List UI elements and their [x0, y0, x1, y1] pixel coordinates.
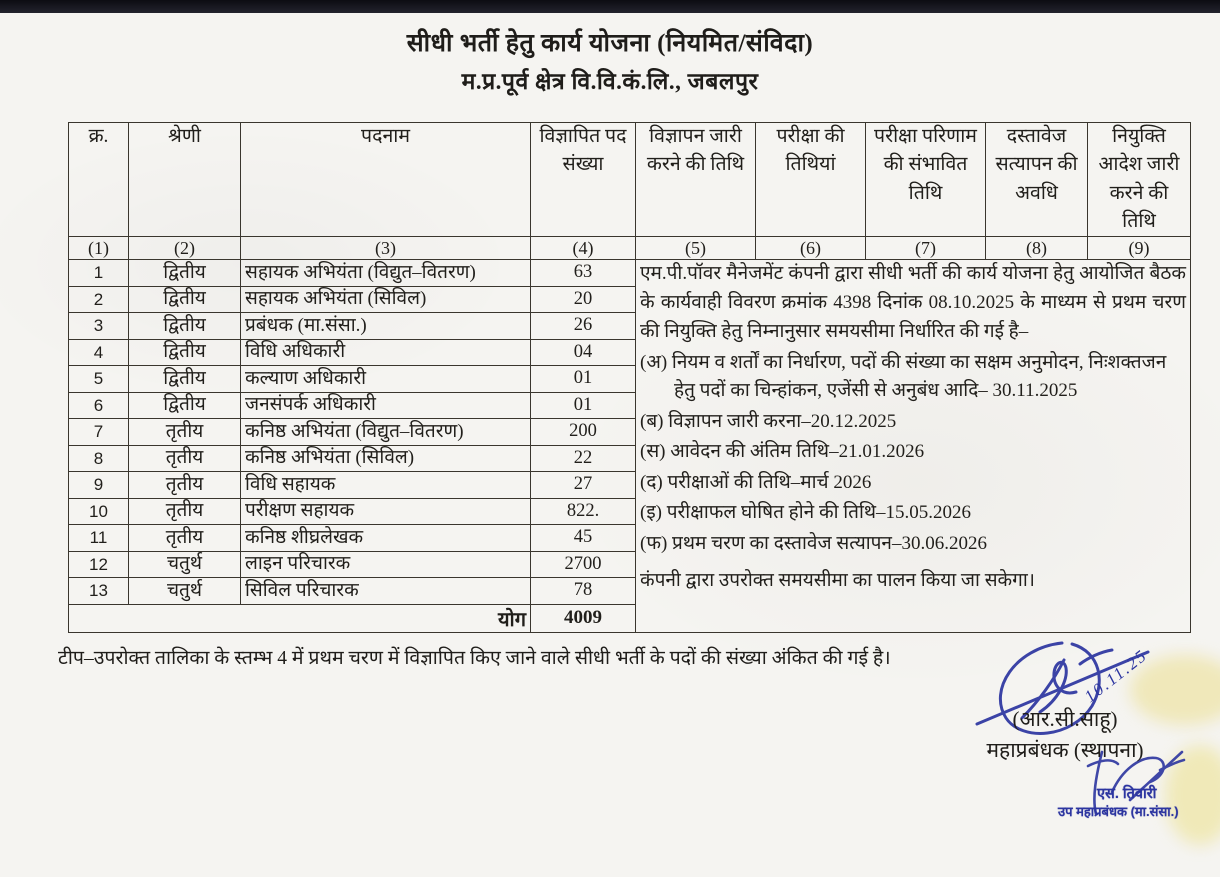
- cell-sno: 9: [69, 472, 129, 499]
- col-number: (6): [756, 237, 866, 260]
- col-header-advertised-posts: विज्ञापित पद संख्या: [531, 123, 636, 237]
- scan-edge-artifact: [0, 0, 1220, 13]
- col-number: (3): [241, 237, 531, 260]
- cell-post: परीक्षण सहायक: [241, 498, 531, 525]
- col-header-appointment-order: नियुक्ति आदेश जारी करने की तिथि: [1088, 123, 1191, 237]
- col-header-advertisement-date: विज्ञापन जारी करने की तिथि: [636, 123, 756, 237]
- signatory-designation: महाप्रबंधक (स्थापना): [986, 738, 1144, 762]
- cell-sno: 11: [69, 525, 129, 552]
- timeline-item-d: (द) परीक्षाओं की तिथि–मार्च 2026: [640, 471, 872, 493]
- col-number: (9): [1088, 237, 1191, 260]
- cell-category: द्वितीय: [129, 313, 241, 340]
- cell-count: 01: [531, 366, 636, 393]
- cell-count: 63: [531, 260, 636, 287]
- cell-post: लाइन परिचारक: [241, 551, 531, 578]
- col-number: (4): [531, 237, 636, 260]
- cell-post: कल्याण अधिकारी: [241, 366, 531, 393]
- col-header-category: श्रेणी: [129, 123, 241, 237]
- cell-count: 01: [531, 392, 636, 419]
- cell-count: 20: [531, 286, 636, 313]
- cell-post: विधि अधिकारी: [241, 339, 531, 366]
- cell-count: 27: [531, 472, 636, 499]
- cell-category: द्वितीय: [129, 339, 241, 366]
- cell-post: कनिष्ठ शीघ्रलेखक: [241, 525, 531, 552]
- cell-category: तृतीय: [129, 445, 241, 472]
- column-number-row: [69, 237, 1191, 260]
- timeline-item-c: (स) आवेदन की अंतिम तिथि–21.01.2026: [640, 441, 925, 463]
- second-signatory-stamp-designation: उप महाप्रबंधक (मा.संसा.): [1058, 804, 1179, 819]
- cell-post: जनसंपर्क अधिकारी: [241, 392, 531, 419]
- cell-count: 22: [531, 445, 636, 472]
- cell-category: तृतीय: [129, 498, 241, 525]
- col-header-doc-verification: दस्तावेज सत्यापन की अवधि: [986, 123, 1088, 237]
- total-value: 4009: [531, 604, 636, 632]
- cell-post: प्रबंधक (मा.संसा.): [241, 313, 531, 340]
- cell-category: द्वितीय: [129, 392, 241, 419]
- total-label: योग: [69, 604, 531, 632]
- timeline-item-b: (ब) विज्ञापन जारी करना–20.12.2025: [640, 410, 897, 432]
- cell-count: 45: [531, 525, 636, 552]
- col-number: (2): [129, 237, 241, 260]
- col-header-result-date: परीक्षा परिणाम की संभावित तिथि: [866, 123, 986, 237]
- footnote: टीप–उपरोक्त तालिका के स्तम्भ 4 में प्रथम चरण में विज्ञापित किए जाने वाले सीधी भर्ती के पदों की संख्या अंकित की गई है।: [58, 648, 891, 669]
- cell-count: 26: [531, 313, 636, 340]
- header-row: [69, 123, 1191, 237]
- col-number: (5): [636, 237, 756, 260]
- cell-post: सहायक अभियंता (विद्युत–वितरण): [241, 260, 531, 287]
- cell-category: द्वितीय: [129, 286, 241, 313]
- cell-category: द्वितीय: [129, 366, 241, 393]
- cell-post: सहायक अभियंता (सिविल): [241, 286, 531, 313]
- cell-post: विधि सहायक: [241, 472, 531, 499]
- cell-sno: 6: [69, 392, 129, 419]
- timeline-notes-cell: [636, 260, 1191, 633]
- timeline-intro: एम.पी.पॉवर मैनेजमेंट कंपनी द्वारा सीधी भर्ती की कार्य योजना हेतु आयोजित बैठक के कार्यवाही विवरण क्रमांक 4398 दिनांक 08.10.2025 के माध्यम से प्रथम चरण की नियुक्ति हेतु निम्नानुसार समयसीमा निर्धारित की गई है–: [640, 263, 1186, 342]
- cell-post: सिविल परिचारक: [241, 578, 531, 605]
- cell-sno: 5: [69, 366, 129, 393]
- col-header-exam-dates: परीक्षा की तिथियां: [756, 123, 866, 237]
- title-block: [0, 28, 1220, 96]
- timeline-closing: कंपनी द्वारा उपरोक्त समयसीमा का पालन किया जा सकेगा।: [640, 570, 1035, 592]
- second-signatory-stamp-name: एस. तिवारी: [1097, 786, 1157, 802]
- cell-category: तृतीय: [129, 419, 241, 446]
- table-row: [69, 260, 1191, 287]
- cell-sno: 2: [69, 286, 129, 313]
- cell-count: 822.: [531, 498, 636, 525]
- cell-category: चतुर्थ: [129, 551, 241, 578]
- cell-sno: 13: [69, 578, 129, 605]
- col-header-sno: क्र.: [69, 123, 129, 237]
- recruitment-plan-table: [68, 122, 1191, 633]
- cell-category: तृतीय: [129, 472, 241, 499]
- col-number: (1): [69, 237, 129, 260]
- timeline-item-a: (अ) नियम व शर्तों का निर्धारण, पदों की संख्या का सक्षम अनुमोदन, निःशक्तजन हेतु पदों का चिन्हांकन, एजेंसी से अनुबंध आदि– 30.11.2025: [640, 351, 1167, 402]
- cell-count: 78: [531, 578, 636, 605]
- cell-post: कनिष्ठ अभियंता (विद्युत–वितरण): [241, 419, 531, 446]
- cell-category: तृतीय: [129, 525, 241, 552]
- cell-count: 2700: [531, 551, 636, 578]
- col-number: (8): [986, 237, 1088, 260]
- col-header-post-name: पदनाम: [241, 123, 531, 237]
- timeline-item-e: (इ) परीक्षाफल घोषित होने की तिथि–15.05.2026: [640, 502, 972, 524]
- scan-yellow-stain: [1165, 745, 1220, 845]
- signatory-name: (आर.सी.साहू): [1012, 707, 1118, 731]
- timeline-item-f: (फ) प्रथम चरण का दस्तावेज सत्यापन–30.06.2026: [640, 532, 987, 554]
- cell-sno: 1: [69, 260, 129, 287]
- cell-count: 04: [531, 339, 636, 366]
- cell-category: चतुर्थ: [129, 578, 241, 605]
- cell-sno: 8: [69, 445, 129, 472]
- cell-sno: 12: [69, 551, 129, 578]
- document-subtitle: म.प्र.पूर्व क्षेत्र वि.वि.कं.लि., जबलपुर: [461, 68, 759, 94]
- cell-count: 200: [531, 419, 636, 446]
- col-number: (7): [866, 237, 986, 260]
- cell-category: द्वितीय: [129, 260, 241, 287]
- cell-sno: 7: [69, 419, 129, 446]
- cell-sno: 4: [69, 339, 129, 366]
- document-title: सीधी भर्ती हेतु कार्य योजना (नियमित/संविदा): [406, 30, 814, 57]
- cell-sno: 10: [69, 498, 129, 525]
- cell-sno: 3: [69, 313, 129, 340]
- handwritten-date: 10.11.25: [1080, 645, 1151, 707]
- cell-post: कनिष्ठ अभियंता (सिविल): [241, 445, 531, 472]
